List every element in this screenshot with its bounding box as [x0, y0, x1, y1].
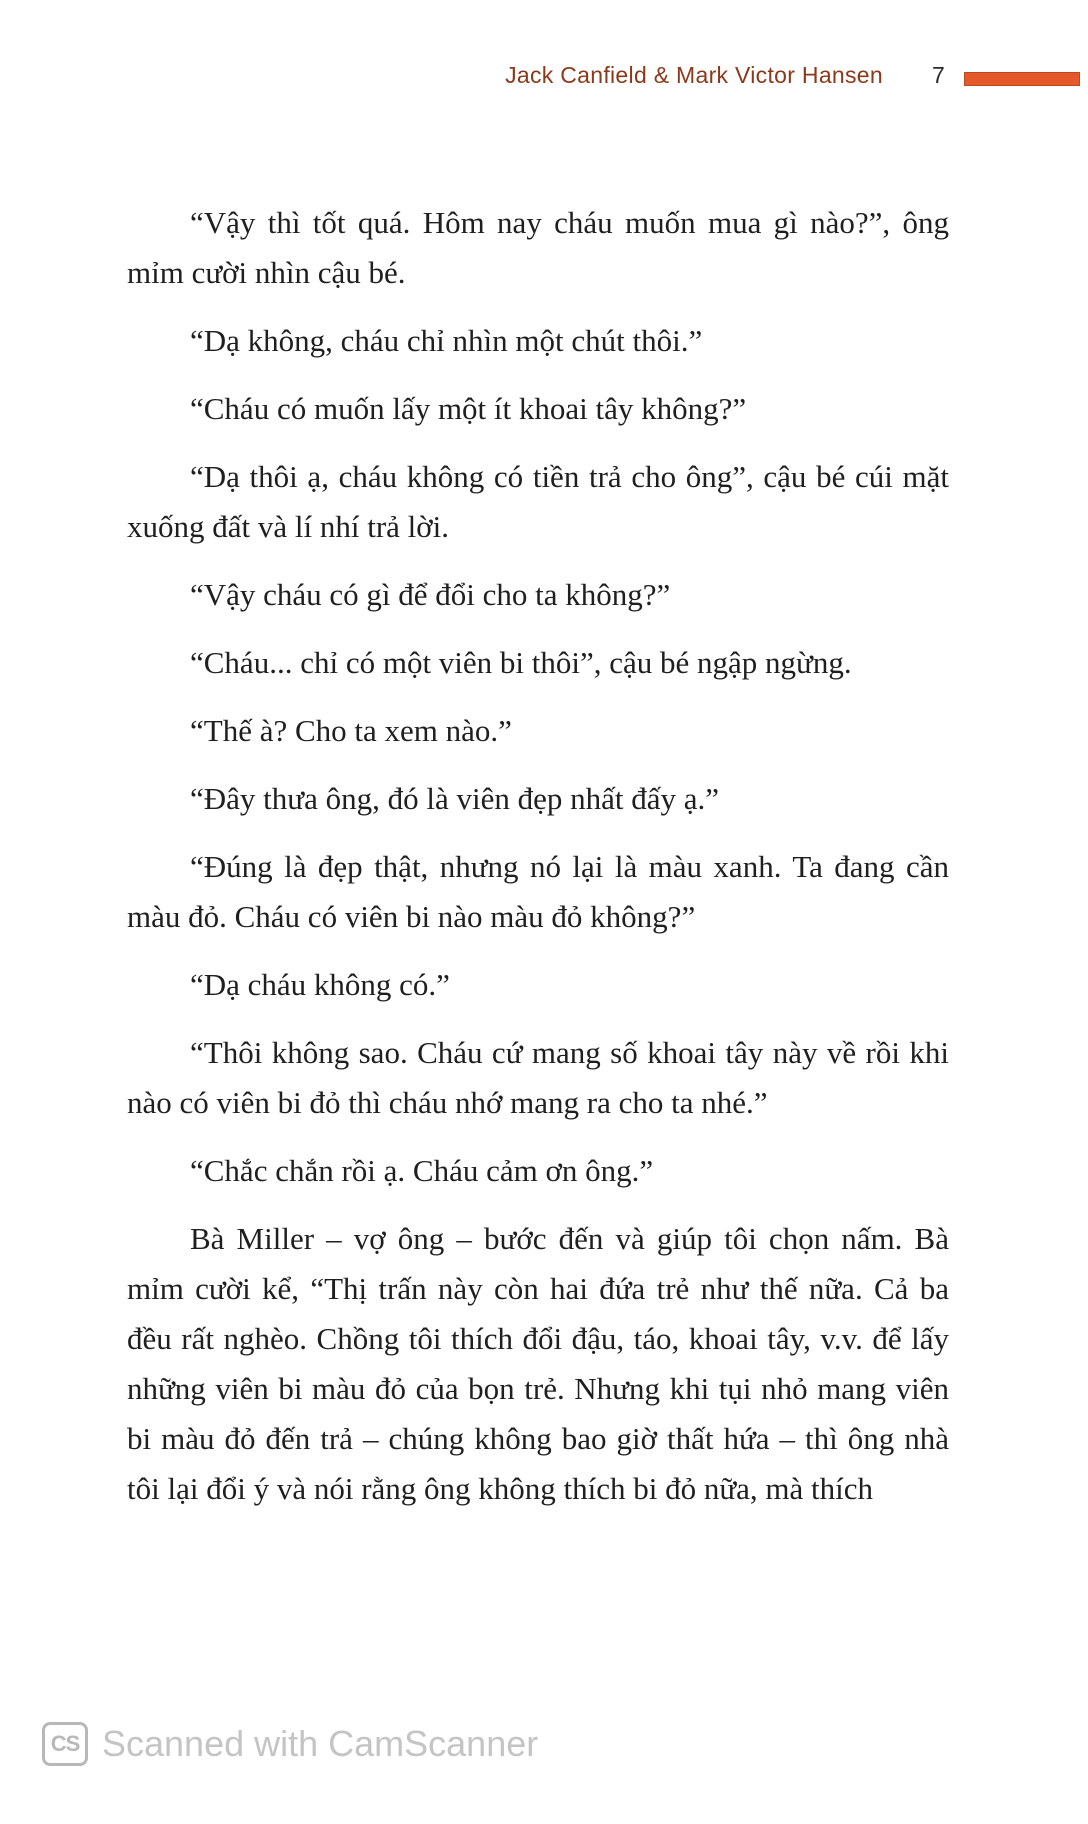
- paragraph: “Cháu có muốn lấy một ít khoai tây không?”: [190, 391, 747, 426]
- paragraph: “Dạ không, cháu chỉ nhìn một chút thôi.”: [190, 323, 703, 358]
- paragraph: “Vậy cháu có gì để đổi cho ta không?”: [190, 577, 671, 612]
- paragraph: “Cháu... chỉ có một viên bi thôi”, cậu bé ngập ngừng.: [190, 645, 852, 680]
- header-accent-bar: [964, 72, 1080, 86]
- paragraph: “Thế à? Cho ta xem nào.”: [190, 713, 512, 748]
- paragraph: “Đúng là đẹp thật, nhưng nó lại là màu xanh. Ta đang cần màu đỏ. Cháu có viên bi nào màu đỏ không?”: [127, 849, 949, 934]
- header-authors: Jack Canfield & Mark Victor Hansen: [505, 62, 883, 88]
- page-number: 7: [932, 62, 945, 88]
- paragraph: “Đây thưa ông, đó là viên đẹp nhất đấy ạ.”: [190, 781, 719, 816]
- watermark-text: Scanned with CamScanner: [102, 1723, 539, 1764]
- camscanner-watermark: [42, 1718, 538, 1770]
- camscanner-logo-icon: CS: [42, 1722, 88, 1766]
- paragraph: “Dạ thôi ạ, cháu không có tiền trả cho ông”, cậu bé cúi mặt xuống đất và lí nhí trả lời.: [127, 459, 949, 544]
- page-body: [127, 198, 949, 1514]
- paragraph: “Thôi không sao. Cháu cứ mang số khoai tây này về rồi khi nào có viên bi đỏ thì cháu nhớ mang ra cho ta nhé.”: [127, 1035, 949, 1120]
- paragraph: “Chắc chắn rồi ạ. Cháu cảm ơn ông.”: [190, 1153, 654, 1188]
- running-header: [0, 60, 1088, 100]
- paragraph: “Vậy thì tốt quá. Hôm nay cháu muốn mua gì nào?”, ông mỉm cười nhìn cậu bé.: [127, 205, 949, 290]
- paragraph: “Dạ cháu không có.”: [190, 967, 450, 1002]
- paragraph: Bà Miller – vợ ông – bước đến và giúp tôi chọn nấm. Bà mỉm cười kể, “Thị trấn này còn hai đứa trẻ như thế nữa. Cả ba đều rất nghèo. Chồng tôi thích đổi đậu, táo, khoai tây, v.v. để lấy những viên bi màu đỏ của bọn trẻ. Nhưng khi tụi nhỏ mang viên bi màu đỏ đến trả – chúng không bao giờ thất hứa – thì ông nhà tôi lại đổi ý và nói rằng ông không thích bi đỏ nữa, mà thích: [127, 1221, 949, 1506]
